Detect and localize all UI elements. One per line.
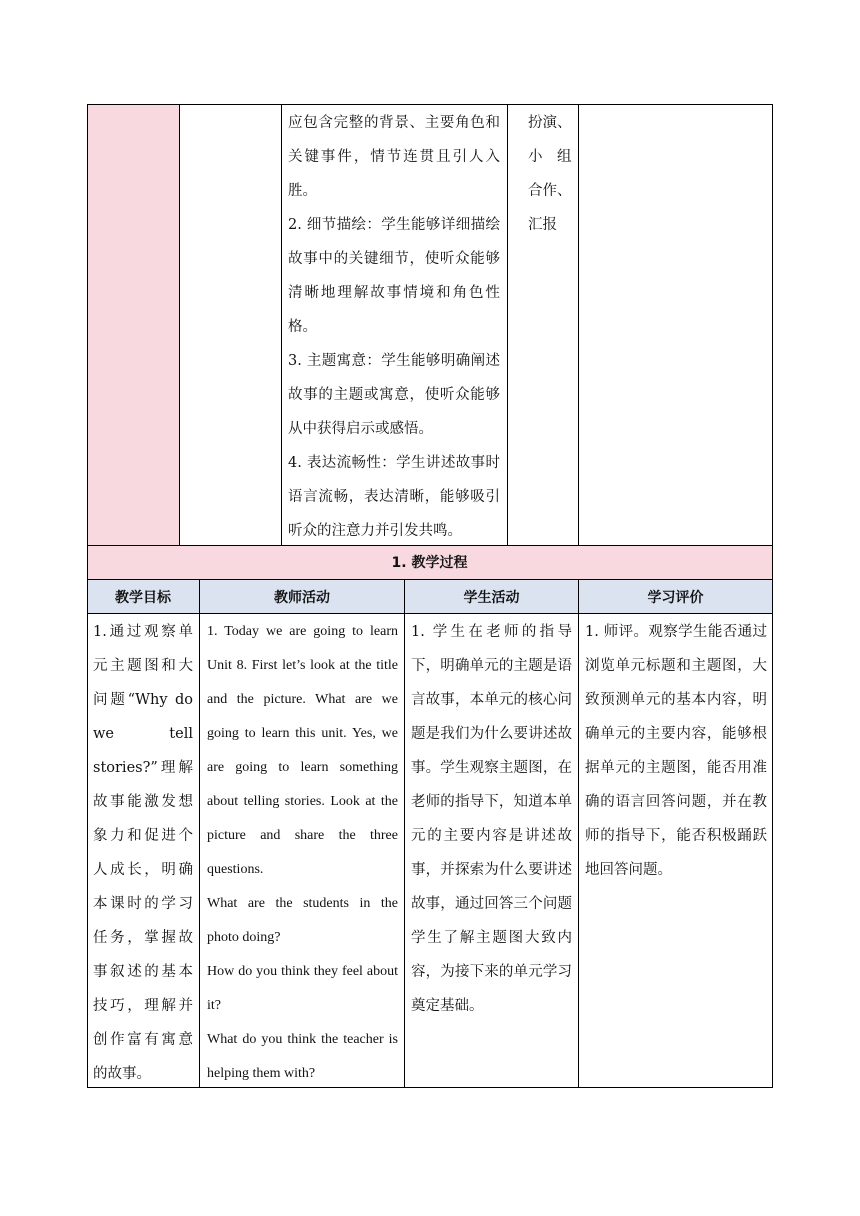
student-activity-cell — [411, 615, 572, 1023]
rule-bot-c1 — [199, 579, 200, 1088]
top-table-method-cell — [528, 106, 576, 242]
header-student — [405, 580, 578, 613]
rule-top-c4 — [578, 104, 579, 545]
header-goal — [87, 580, 199, 613]
rule-bot-c2 — [404, 579, 405, 1088]
rule-bot-c3 — [578, 579, 579, 1088]
goal-cell — [93, 615, 193, 1091]
header-teacher — [200, 580, 404, 613]
header-evaluation — [579, 580, 772, 613]
method-line-4: 汇报 — [528, 217, 557, 233]
rule-top — [87, 104, 773, 105]
evaluation-cell — [585, 615, 767, 887]
top-table-col1-shaded — [87, 104, 179, 545]
rule-section-bottom — [87, 579, 773, 580]
method-line-2: 小 组 — [528, 149, 572, 165]
section-title-row — [87, 545, 772, 579]
section-title: 1. 教学过程 — [391, 555, 468, 571]
rule-top-table-bottom — [87, 545, 773, 546]
header-student-label: 学生活动 — [463, 589, 520, 606]
teacher-text-1: 1. Today we are going to learn Unit 8. First let’s look at the title and the picture. What are we going to learn this unit. Yes, we are going to learn something about telling stories. Look at the picture and share the three questions. — [207, 624, 398, 877]
teacher-text-2: What are the students in the photo doing? — [207, 896, 398, 945]
criteria-paragraph-3: 3. 主题寓意：学生能够明确阐述故事的主题或寓意，使听众能够从中获得启示或感悟。 — [288, 353, 500, 437]
teacher-activity-cell — [207, 615, 398, 1091]
teacher-text-4: What do you think the teacher is helping them with? — [207, 1032, 398, 1081]
criteria-paragraph-4: 4. 表达流畅性：学生讲述故事时语言流畅，表达清晰，能够吸引听众的注意力并引发共鸣。 — [288, 455, 500, 539]
rule-top-c2 — [281, 104, 282, 545]
criteria-paragraph-1: 应包含完整的背景、主要角色和关键事件，情节连贯且引人入胜。 — [288, 115, 500, 199]
header-goal-label: 教学目标 — [115, 589, 171, 606]
method-line-3: 合作、 — [528, 183, 572, 199]
goal-text: 1.通过观察单元主题图和大问题“Why do we tell stories?”理解故事能激发想象力和促进个人成长，明确本课时的学习任务，掌握故事叙述的基本技巧，理解并创作富有寓意的故事。 — [93, 624, 193, 1082]
teacher-text-3: How do you think they feel about it? — [207, 964, 398, 1013]
rule-right — [772, 104, 773, 1088]
method-line-1: 扮演、 — [528, 115, 572, 131]
rule-top-c3 — [507, 104, 508, 545]
evaluation-text: 1. 师评。观察学生能否通过浏览单元标题和主题图，大致预测单元的基本内容，明确单元的主要内容，能够根据单元的主题图，能否用准确的语言回答问题，并在教师的指导下，能否积极踊跃地回答问题。 — [585, 624, 767, 878]
header-evaluation-label: 学习评价 — [647, 589, 704, 606]
header-teacher-label: 教师活动 — [274, 589, 330, 606]
rule-top-c1 — [179, 104, 180, 545]
top-table-col2-empty — [180, 104, 281, 545]
rule-bottom — [87, 1087, 773, 1088]
top-table-criteria-cell — [288, 106, 500, 548]
student-text: 1. 学生在老师的指导下，明确单元的主题是语言故事，本单元的核心问题是我们为什么要讲述故事。学生观察主题图，在老师的指导下，知道本单元的主要内容是讲述故事，并探索为什么要讲述故事，通过回答三个问题学生了解主题图大致内容，为接下来的单元学习奠定基础。 — [411, 624, 572, 1014]
criteria-paragraph-2: 2. 细节描绘：学生能够详细描绘故事中的关键细节，使听众能够清晰地理解故事情境和角色性格。 — [288, 217, 500, 335]
rule-header-bottom — [87, 613, 773, 614]
rule-left — [87, 104, 88, 1088]
